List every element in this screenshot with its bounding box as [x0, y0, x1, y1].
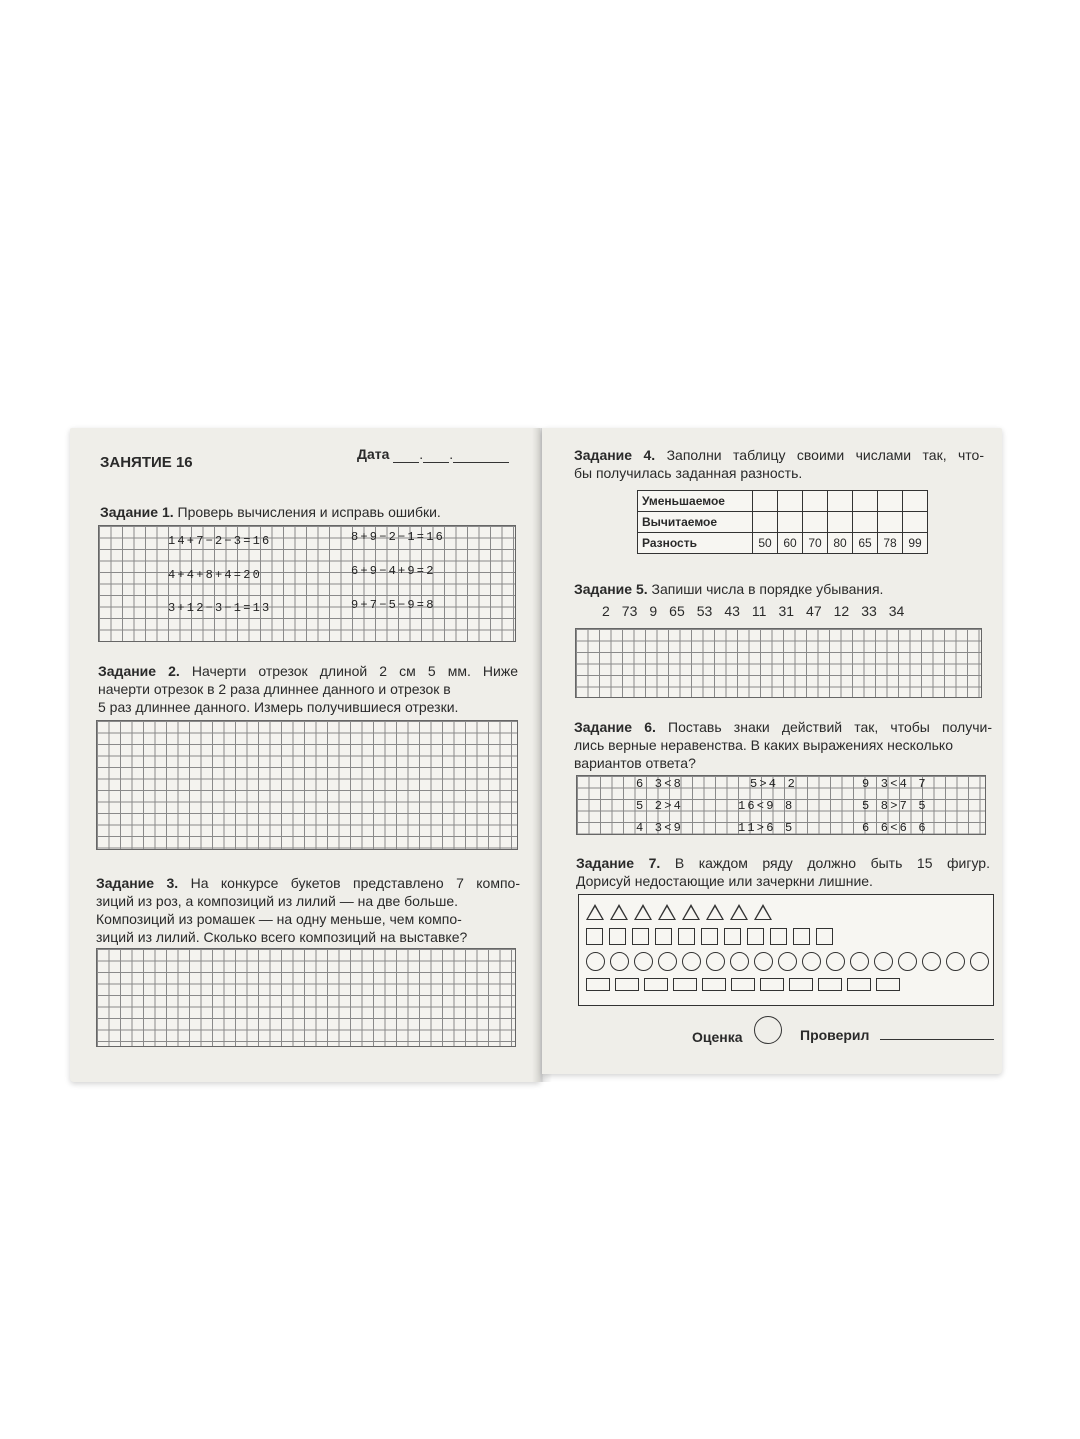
task1-text: Проверь вычисления и исправь ошибки. [177, 504, 441, 520]
date-month-line[interactable] [423, 448, 449, 463]
grade-circle[interactable] [754, 1016, 782, 1044]
table-row-subtrahend [638, 512, 928, 533]
task6-expr-2: 5 2>4 [636, 799, 684, 813]
task3-line-2: зиций из роз, а композиций из лилий — на две больше. [96, 893, 459, 909]
row-header-minuend: Уменьшаемое [638, 491, 753, 512]
circles-row [586, 952, 994, 976]
rectangle-shape [847, 978, 871, 991]
circle-shape [922, 952, 941, 971]
number: 65 [669, 603, 685, 619]
rectangle-shape [731, 978, 755, 991]
task2-grid[interactable] [96, 720, 518, 850]
task7-label: Задание 7. [576, 855, 661, 871]
task6-expr-3: 4 3<9 [636, 821, 684, 835]
task1-eq-2: 4+4+8+4=20 [168, 568, 263, 582]
lesson-title: ЗАНЯТИЕ 16 [100, 454, 193, 471]
task7-line-1: В каждом ряду должно быть 15 фигур. [674, 855, 990, 871]
task3-label: Задание 3. [96, 875, 179, 891]
triangle-shape [586, 904, 604, 920]
circle-shape [658, 952, 677, 971]
circle-shape [898, 952, 917, 971]
task6-line-3: вариантов ответа? [574, 755, 696, 771]
row-header-subtrahend: Вычитаемое [638, 512, 753, 533]
table-cell[interactable] [753, 491, 778, 512]
date-label: Дата [357, 446, 390, 462]
rectangle-shape [818, 978, 842, 991]
grade-label: Оценка [692, 1029, 743, 1045]
rectangle-shape [702, 978, 726, 991]
task4-label: Задание 4. [574, 447, 656, 463]
square-shape [701, 928, 718, 945]
rectangles-row [586, 978, 905, 996]
number: 53 [696, 603, 713, 619]
task1-eq-1: 14+7−2−3=16 [168, 534, 272, 548]
number: 31 [778, 603, 795, 619]
table-cell[interactable] [828, 491, 853, 512]
circle-shape [586, 952, 605, 971]
task5-grid[interactable] [575, 628, 982, 698]
rectangle-shape [586, 978, 610, 991]
checked-signature-line[interactable] [880, 1039, 994, 1040]
task1-heading [100, 503, 441, 521]
circle-shape [826, 952, 845, 971]
task1-eq-5: 6+9−4+9=2 [351, 564, 436, 578]
number: 43 [724, 603, 740, 619]
circle-shape [634, 952, 653, 971]
task3-text [96, 874, 520, 946]
task6-line-2: лись верные неравенства. В каких выражениях несколько [574, 737, 953, 753]
table-cell[interactable] [853, 512, 878, 533]
open-workbook [70, 428, 1002, 1082]
table-cell[interactable] [853, 491, 878, 512]
date-day-line[interactable] [393, 448, 419, 463]
task2-label: Задание 2. [98, 663, 180, 679]
task4-text [574, 446, 984, 482]
task6-expr-7: 9 3<4 7 [862, 777, 928, 791]
task3-grid[interactable] [96, 948, 516, 1047]
task6-line-1: Поставь знаки действий так, чтобы получи- [668, 719, 992, 735]
circle-shape [850, 952, 869, 971]
squares-row [586, 928, 839, 950]
task6-expr-5: 16<9 8 [738, 799, 795, 813]
task4-table [637, 490, 928, 554]
date-year-line[interactable] [453, 448, 509, 463]
difference-cell: 99 [903, 533, 928, 554]
table-row-minuend [638, 491, 928, 512]
task2-line-3: 5 раз длиннее данного. Измерь получившиеся отрезки. [98, 699, 459, 715]
task4-line-2: бы получилась заданная разность. [574, 465, 803, 481]
number: 33 [861, 603, 877, 619]
difference-cell: 78 [878, 533, 903, 554]
task1-eq-3: 3+12−3−1=13 [168, 601, 272, 615]
square-shape [793, 928, 810, 945]
circle-shape [682, 952, 701, 971]
number: 2 [602, 603, 610, 619]
triangles-row [586, 904, 778, 925]
task5-numbers [602, 603, 916, 621]
task3-line-3: Композиций из ромашек — на одну меньше, чем компо- [96, 911, 462, 927]
circle-shape [946, 952, 965, 971]
number: 9 [649, 603, 658, 619]
rectangle-shape [615, 978, 639, 991]
task1-grid[interactable] [98, 525, 516, 642]
task1-label: Задание 1. [100, 504, 174, 520]
triangle-shape [730, 904, 748, 920]
task3-line-4: зиций из лилий. Сколько всего композиций на выставке? [96, 929, 468, 945]
circle-shape [754, 952, 773, 971]
task5-heading [574, 580, 883, 598]
circle-shape [610, 952, 629, 971]
rectangle-shape [644, 978, 668, 991]
task1-eq-6: 9+7−5−9=8 [351, 598, 436, 612]
task7-text [576, 854, 990, 890]
triangle-shape [634, 904, 652, 920]
task2-line-2: начерти отрезок в 2 раза длиннее данного и отрезок в [98, 681, 451, 697]
rectangle-shape [789, 978, 813, 991]
table-cell[interactable] [903, 512, 928, 533]
row-header-difference: Разность [638, 533, 753, 554]
checked-label: Проверил [800, 1027, 870, 1043]
difference-cell: 60 [778, 533, 803, 554]
table-cell[interactable] [778, 491, 803, 512]
square-shape [747, 928, 764, 945]
task4-line-1: Заполни таблицу своими числами так, что- [666, 447, 985, 463]
triangle-shape [754, 904, 772, 920]
triangle-shape [682, 904, 700, 920]
square-shape [586, 928, 603, 945]
number: 34 [888, 603, 905, 619]
table-cell[interactable] [878, 491, 903, 512]
table-cell[interactable] [803, 491, 828, 512]
triangle-shape [658, 904, 676, 920]
left-page [70, 428, 540, 1082]
difference-cell: 80 [828, 533, 853, 554]
task6-expr-1: 6 3<8 [636, 777, 684, 791]
rectangle-shape [673, 978, 697, 991]
number: 12 [833, 603, 850, 619]
task6-text [574, 718, 992, 772]
circle-shape [970, 952, 989, 971]
square-shape [816, 928, 833, 945]
task6-expr-4: 5>4 2 [750, 777, 798, 791]
table-cell[interactable] [878, 512, 903, 533]
circle-shape [730, 952, 749, 971]
date-field: Дата . . [357, 445, 509, 463]
task6-label: Задание 6. [574, 719, 656, 735]
triangle-shape [706, 904, 724, 920]
task5-label: Задание 5. [574, 581, 648, 597]
square-shape [724, 928, 741, 945]
difference-cell: 70 [803, 533, 828, 554]
rectangle-shape [760, 978, 784, 991]
table-cell[interactable] [828, 512, 853, 533]
number: 47 [806, 603, 822, 619]
circle-shape [874, 952, 893, 971]
task7-line-2: Дорисуй недостающие или зачеркни лишние. [576, 873, 873, 889]
difference-cell: 65 [853, 533, 878, 554]
number: 73 [621, 603, 638, 619]
square-shape [655, 928, 672, 945]
task2-line-1: Начерти отрезок длиной 2 см 5 мм. Ниже [191, 663, 518, 679]
task6-expr-9: 6 6<6 6 [862, 821, 928, 835]
table-row-difference [638, 533, 928, 554]
task3-line-1: На конкурсе букетов представлено 7 компо- [190, 875, 520, 891]
table-cell[interactable] [903, 491, 928, 512]
triangle-shape [610, 904, 628, 920]
circle-shape [802, 952, 821, 971]
task6-expr-6: 11>6 5 [738, 821, 795, 835]
circle-shape [778, 952, 797, 971]
rectangle-shape [876, 978, 900, 991]
task6-expr-8: 5 8>7 5 [862, 799, 928, 813]
right-page [542, 428, 1002, 1074]
task2-text [98, 662, 518, 716]
square-shape [678, 928, 695, 945]
circle-shape [706, 952, 725, 971]
task1-eq-4: 8+9−2−1=16 [351, 530, 446, 544]
table-cell[interactable] [803, 512, 828, 533]
task5-text: Запиши числа в порядке убывания. [651, 581, 884, 597]
difference-cell: 50 [753, 533, 778, 554]
square-shape [770, 928, 787, 945]
number: 11 [751, 603, 767, 619]
square-shape [609, 928, 626, 945]
square-shape [632, 928, 649, 945]
table-cell[interactable] [778, 512, 803, 533]
table-cell[interactable] [753, 512, 778, 533]
